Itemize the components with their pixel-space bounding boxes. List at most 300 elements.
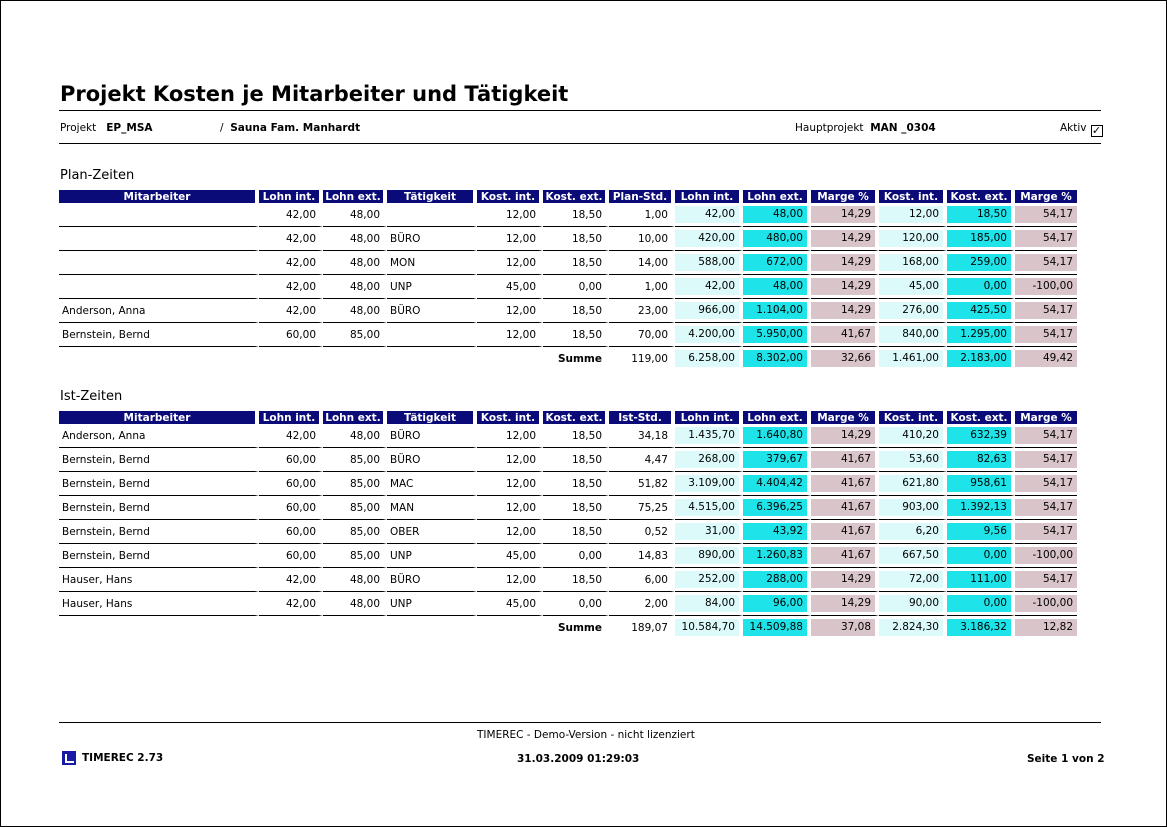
table-cell	[675, 544, 743, 568]
sum-value: 2.824,30	[879, 619, 943, 636]
sum-cell	[947, 347, 1015, 370]
table-cell-value: -100,00	[1015, 547, 1077, 564]
column-header: Plan-Std.	[609, 190, 675, 203]
table-cell: 18,50	[543, 496, 609, 520]
table-cell-value: 1.295,00	[947, 326, 1011, 343]
sum-cell	[675, 347, 743, 370]
table-cell: BÜRO	[387, 568, 477, 592]
sum-value: 49,42	[1015, 350, 1077, 367]
table-cell	[879, 568, 947, 592]
table-cell: 45,00	[477, 275, 543, 299]
table-cell	[879, 203, 947, 227]
column-header: Kost. int.	[477, 411, 543, 424]
table-cell	[879, 299, 947, 323]
sum-value: 37,08	[811, 619, 875, 636]
table-row	[59, 323, 1077, 347]
empty-cell	[59, 616, 259, 639]
table-cell-value: 966,00	[675, 302, 739, 319]
table-cell-value: 54,17	[1015, 523, 1077, 540]
ist-section-heading: Ist-Zeiten	[60, 389, 123, 404]
table-cell	[947, 251, 1015, 275]
table-cell	[879, 424, 947, 448]
column-header: Lohn int.	[675, 190, 743, 203]
table-cell-value: 43,92	[743, 523, 807, 540]
sum-value: 2.183,00	[947, 350, 1011, 367]
table-cell-value: 6.396,25	[743, 499, 807, 516]
sum-label: Summe	[543, 616, 609, 639]
table-cell: MAN	[387, 496, 477, 520]
table-cell: Hauser, Hans	[59, 592, 259, 616]
header-rule	[59, 143, 1101, 144]
column-header: Marge %	[1015, 411, 1077, 424]
table-cell-value: 5.950,00	[743, 326, 807, 343]
table-cell: BÜRO	[387, 424, 477, 448]
table-cell	[675, 299, 743, 323]
table-cell	[879, 275, 947, 299]
table-row	[59, 520, 1077, 544]
table-cell: 2,00	[609, 592, 675, 616]
table-cell-value: 54,17	[1015, 451, 1077, 468]
table-cell	[675, 520, 743, 544]
table-cell: 85,00	[323, 520, 387, 544]
column-header: Kost. ext.	[947, 190, 1015, 203]
table-cell	[811, 251, 879, 275]
table-cell: 12,00	[477, 251, 543, 275]
table-cell	[675, 496, 743, 520]
column-header: Marge %	[811, 190, 879, 203]
table-cell-value: 42,00	[675, 206, 739, 223]
sum-cell	[811, 347, 879, 370]
table-row	[59, 227, 1077, 251]
table-cell	[811, 496, 879, 520]
table-cell-value: 958,61	[947, 475, 1011, 492]
table-cell-value: 14,29	[811, 302, 875, 319]
sum-cell	[879, 347, 947, 370]
table-cell-value: 379,67	[743, 451, 807, 468]
table-cell: Bernstein, Bernd	[59, 323, 259, 347]
table-cell-value: 14,29	[811, 571, 875, 588]
table-cell-value: 54,17	[1015, 254, 1077, 271]
table-cell-value: 41,67	[811, 547, 875, 564]
column-header: Kost. ext.	[947, 411, 1015, 424]
table-cell-value: 54,17	[1015, 427, 1077, 444]
column-header: Mitarbeiter	[59, 190, 259, 203]
table-row	[59, 472, 1077, 496]
sum-cell: 189,07	[609, 616, 675, 639]
table-cell: 0,00	[543, 592, 609, 616]
table-cell-value: 268,00	[675, 451, 739, 468]
table-cell: 12,00	[477, 472, 543, 496]
table-cell: 48,00	[323, 251, 387, 275]
table-cell	[675, 203, 743, 227]
table-cell	[811, 472, 879, 496]
column-header: Kost. int.	[879, 411, 947, 424]
table-cell-value: 588,00	[675, 254, 739, 271]
table-cell: 18,50	[543, 299, 609, 323]
table-cell: 48,00	[323, 275, 387, 299]
table-cell: Bernstein, Bernd	[59, 448, 259, 472]
table-cell-value: 90,00	[879, 595, 943, 612]
table-cell	[743, 424, 811, 448]
table-cell-value: 14,29	[811, 595, 875, 612]
sum-cell	[675, 616, 743, 639]
column-header: Kost. int.	[477, 190, 543, 203]
aktiv-checkbox[interactable]: ✓	[1091, 124, 1102, 137]
hauptprojekt-info	[795, 122, 936, 134]
table-cell: 12,00	[477, 448, 543, 472]
page-title: Projekt Kosten je Mitarbeiter und Tätigkeit	[60, 82, 569, 106]
table-cell	[947, 568, 1015, 592]
table-cell-value: 54,17	[1015, 475, 1077, 492]
table-cell-value: 54,17	[1015, 206, 1077, 223]
column-header: Marge %	[1015, 190, 1077, 203]
table-row	[59, 448, 1077, 472]
empty-cell	[387, 616, 477, 639]
print-datetime: 31.03.2009 01:29:03	[517, 753, 640, 765]
table-cell-value: 259,00	[947, 254, 1011, 271]
table-cell-value: 252,00	[675, 571, 739, 588]
empty-cell	[477, 347, 543, 370]
table-cell	[879, 251, 947, 275]
table-cell: 60,00	[259, 448, 323, 472]
table-cell: 18,50	[543, 520, 609, 544]
sum-value: 1.461,00	[879, 350, 943, 367]
table-cell	[947, 275, 1015, 299]
table-cell: 42,00	[259, 203, 323, 227]
table-cell	[947, 472, 1015, 496]
footer-rule	[59, 722, 1101, 723]
table-cell	[1015, 299, 1077, 323]
table-cell	[1015, 251, 1077, 275]
empty-cell	[323, 616, 387, 639]
table-cell: BÜRO	[387, 299, 477, 323]
table-cell	[743, 472, 811, 496]
table-cell	[811, 568, 879, 592]
table-cell-value: 672,00	[743, 254, 807, 271]
table-cell: 60,00	[259, 544, 323, 568]
table-cell-value: 276,00	[879, 302, 943, 319]
table-row	[59, 544, 1077, 568]
table-cell-value: 41,67	[811, 475, 875, 492]
table-cell	[675, 592, 743, 616]
table-cell	[675, 227, 743, 251]
license-notice: TIMEREC - Demo-Version - nicht lizenziert	[477, 729, 695, 741]
table-cell	[743, 227, 811, 251]
table-cell-value: 45,00	[879, 278, 943, 295]
table-cell-value: 168,00	[879, 254, 943, 271]
table-cell: Bernstein, Bernd	[59, 520, 259, 544]
table-cell: UNP	[387, 275, 477, 299]
table-cell-value: 621,80	[879, 475, 943, 492]
table-cell	[879, 323, 947, 347]
table-cell: BÜRO	[387, 227, 477, 251]
table-cell-value: 42,00	[675, 278, 739, 295]
sum-label: Summe	[543, 347, 609, 370]
table-row	[59, 592, 1077, 616]
table-cell-value: 1.260,83	[743, 547, 807, 564]
empty-cell	[323, 347, 387, 370]
table-cell	[811, 592, 879, 616]
table-cell: 45,00	[477, 592, 543, 616]
sum-cell	[743, 347, 811, 370]
sum-cell: 119,00	[609, 347, 675, 370]
table-cell-value: 48,00	[743, 278, 807, 295]
empty-cell	[259, 616, 323, 639]
table-cell: UNP	[387, 544, 477, 568]
table-cell: 60,00	[259, 496, 323, 520]
table-cell-value: 41,67	[811, 451, 875, 468]
table-cell: 0,52	[609, 520, 675, 544]
table-cell-value: 1.640,80	[743, 427, 807, 444]
table-cell: 1,00	[609, 203, 675, 227]
table-cell	[947, 424, 1015, 448]
table-cell	[1015, 275, 1077, 299]
table-cell: 70,00	[609, 323, 675, 347]
column-header: Lohn int.	[675, 411, 743, 424]
table-cell	[947, 448, 1015, 472]
sum-value: 3.186,32	[947, 619, 1011, 636]
table-cell	[947, 203, 1015, 227]
table-cell-value: 54,17	[1015, 230, 1077, 247]
table-cell-value: 1.392,13	[947, 499, 1011, 516]
plan-section-heading: Plan-Zeiten	[60, 168, 135, 183]
column-header: Lohn ext.	[743, 190, 811, 203]
table-cell-value: 410,20	[879, 427, 943, 444]
sum-value: 14.509,88	[743, 619, 807, 636]
sum-value: 32,66	[811, 350, 875, 367]
table-cell: 18,50	[543, 568, 609, 592]
table-cell	[811, 544, 879, 568]
table-cell-value: 4.515,00	[675, 499, 739, 516]
table-cell-value: 84,00	[675, 595, 739, 612]
sum-value: 8.302,00	[743, 350, 807, 367]
table-cell: 85,00	[323, 323, 387, 347]
table-cell: 42,00	[259, 275, 323, 299]
project-name-block	[220, 122, 360, 134]
table-cell	[1015, 496, 1077, 520]
table-cell: 48,00	[323, 227, 387, 251]
table-cell-value: 185,00	[947, 230, 1011, 247]
column-header: Lohn ext.	[743, 411, 811, 424]
table-cell: 12,00	[477, 424, 543, 448]
table-cell: 12,00	[477, 203, 543, 227]
table-cell-value: 14,29	[811, 427, 875, 444]
table-cell: Hauser, Hans	[59, 568, 259, 592]
table-cell	[59, 251, 259, 275]
table-cell: 45,00	[477, 544, 543, 568]
table-row	[59, 568, 1077, 592]
table-cell	[811, 424, 879, 448]
table-cell: 18,50	[543, 472, 609, 496]
table-cell	[1015, 544, 1077, 568]
table-cell: 12,00	[477, 496, 543, 520]
app-version: TIMEREC 2.73	[82, 752, 164, 764]
sum-cell	[743, 616, 811, 639]
table-cell: 6,00	[609, 568, 675, 592]
column-header: Kost. ext.	[543, 411, 609, 424]
table-cell	[811, 299, 879, 323]
column-header: Lohn int.	[259, 411, 323, 424]
table-cell: 85,00	[323, 472, 387, 496]
table-cell: 42,00	[259, 299, 323, 323]
table-cell	[947, 544, 1015, 568]
empty-cell	[477, 616, 543, 639]
table-cell: 60,00	[259, 323, 323, 347]
table-cell-value: 890,00	[675, 547, 739, 564]
table-cell: 42,00	[259, 568, 323, 592]
table-cell	[387, 323, 477, 347]
table-cell: 48,00	[323, 299, 387, 323]
table-cell-value: 48,00	[743, 206, 807, 223]
table-cell: 48,00	[323, 568, 387, 592]
table-cell	[675, 448, 743, 472]
table-cell: 12,00	[477, 323, 543, 347]
sum-value: 6.258,00	[675, 350, 739, 367]
table-cell	[1015, 203, 1077, 227]
column-header: Lohn ext.	[323, 411, 387, 424]
table-cell-value: 903,00	[879, 499, 943, 516]
table-cell	[811, 203, 879, 227]
table-cell	[947, 592, 1015, 616]
table-cell-value: 425,50	[947, 302, 1011, 319]
table-cell-value: 96,00	[743, 595, 807, 612]
ist-table	[59, 411, 1077, 639]
table-cell: 18,50	[543, 323, 609, 347]
table-cell	[675, 275, 743, 299]
table-cell	[675, 424, 743, 448]
table-row	[59, 203, 1077, 227]
sum-value: 10.584,70	[675, 619, 739, 636]
table-cell: 4,47	[609, 448, 675, 472]
table-cell: OBER	[387, 520, 477, 544]
table-cell-value: 54,17	[1015, 326, 1077, 343]
table-cell	[1015, 227, 1077, 251]
table-cell-value: 1.104,00	[743, 302, 807, 319]
table-cell: 75,25	[609, 496, 675, 520]
table-cell: 85,00	[323, 448, 387, 472]
table-cell	[879, 448, 947, 472]
table-cell: 42,00	[259, 424, 323, 448]
aktiv-info	[1060, 122, 1103, 137]
sum-cell	[879, 616, 947, 639]
column-header: Kost. int.	[879, 190, 947, 203]
table-cell: Anderson, Anna	[59, 424, 259, 448]
table-row	[59, 275, 1077, 299]
timerec-logo-icon	[62, 751, 76, 765]
table-cell-value: 4.404,42	[743, 475, 807, 492]
table-cell	[743, 496, 811, 520]
table-cell-value: 0,00	[947, 547, 1011, 564]
projekt-label: Projekt	[60, 122, 97, 134]
table-cell-value: 480,00	[743, 230, 807, 247]
table-cell-value: 72,00	[879, 571, 943, 588]
table-cell	[743, 299, 811, 323]
table-cell-value: 9,56	[947, 523, 1011, 540]
table-cell-value: 1.435,70	[675, 427, 739, 444]
table-cell-value: 6,20	[879, 523, 943, 540]
table-cell: Bernstein, Bernd	[59, 544, 259, 568]
projekt-code: EP_MSA	[106, 122, 153, 134]
table-cell-value: 0,00	[947, 595, 1011, 612]
table-cell-value: 54,17	[1015, 302, 1077, 319]
page-number: Seite 1 von 2	[1027, 753, 1105, 765]
table-cell: 18,50	[543, 203, 609, 227]
table-cell	[947, 496, 1015, 520]
table-cell-value: 41,67	[811, 326, 875, 343]
sum-row	[59, 616, 1077, 639]
table-cell	[879, 520, 947, 544]
table-cell: 85,00	[323, 496, 387, 520]
column-header: Marge %	[811, 411, 879, 424]
table-cell: 42,00	[259, 251, 323, 275]
table-row	[59, 424, 1077, 448]
table-cell: 14,00	[609, 251, 675, 275]
table-cell	[1015, 568, 1077, 592]
table-cell-value: 41,67	[811, 523, 875, 540]
table-cell	[879, 544, 947, 568]
table-cell-value: -100,00	[1015, 278, 1077, 295]
sum-cell	[1015, 347, 1077, 370]
table-cell-value: 120,00	[879, 230, 943, 247]
table-cell: 1,00	[609, 275, 675, 299]
project-info	[60, 122, 153, 134]
table-cell-value: 4.200,00	[675, 326, 739, 343]
table-cell: 18,50	[543, 251, 609, 275]
table-cell: 42,00	[259, 592, 323, 616]
table-cell	[743, 592, 811, 616]
table-cell-value: 82,63	[947, 451, 1011, 468]
column-header: Lohn ext.	[323, 190, 387, 203]
table-cell	[675, 323, 743, 347]
hauptprojekt-label: Hauptprojekt	[795, 122, 864, 134]
table-cell	[675, 472, 743, 496]
table-cell: 12,00	[477, 520, 543, 544]
table-cell: MON	[387, 251, 477, 275]
column-header: Lohn int.	[259, 190, 323, 203]
sum-cell	[1015, 616, 1077, 639]
table-cell-value: 288,00	[743, 571, 807, 588]
table-cell	[59, 227, 259, 251]
table-cell-value: 111,00	[947, 571, 1011, 588]
table-cell-value: 3.109,00	[675, 475, 739, 492]
empty-cell	[387, 347, 477, 370]
projekt-separator: /	[220, 122, 224, 134]
table-cell-value: 54,17	[1015, 571, 1077, 588]
table-cell	[811, 448, 879, 472]
table-cell	[387, 203, 477, 227]
table-cell-value: 632,39	[947, 427, 1011, 444]
table-cell-value: 0,00	[947, 278, 1011, 295]
sum-cell	[947, 616, 1015, 639]
table-cell: 60,00	[259, 520, 323, 544]
column-header: Ist-Std.	[609, 411, 675, 424]
table-cell: 42,00	[259, 227, 323, 251]
table-cell	[743, 520, 811, 544]
table-cell	[947, 227, 1015, 251]
table-cell	[811, 227, 879, 251]
table-cell-value: 840,00	[879, 326, 943, 343]
sum-cell	[811, 616, 879, 639]
table-cell: 48,00	[323, 592, 387, 616]
plan-table	[59, 190, 1077, 370]
table-cell: Anderson, Anna	[59, 299, 259, 323]
table-cell	[947, 520, 1015, 544]
table-cell: 23,00	[609, 299, 675, 323]
aktiv-label: Aktiv	[1060, 122, 1087, 134]
hauptprojekt-code: MAN _0304	[870, 122, 936, 134]
table-cell	[675, 251, 743, 275]
table-row	[59, 251, 1077, 275]
